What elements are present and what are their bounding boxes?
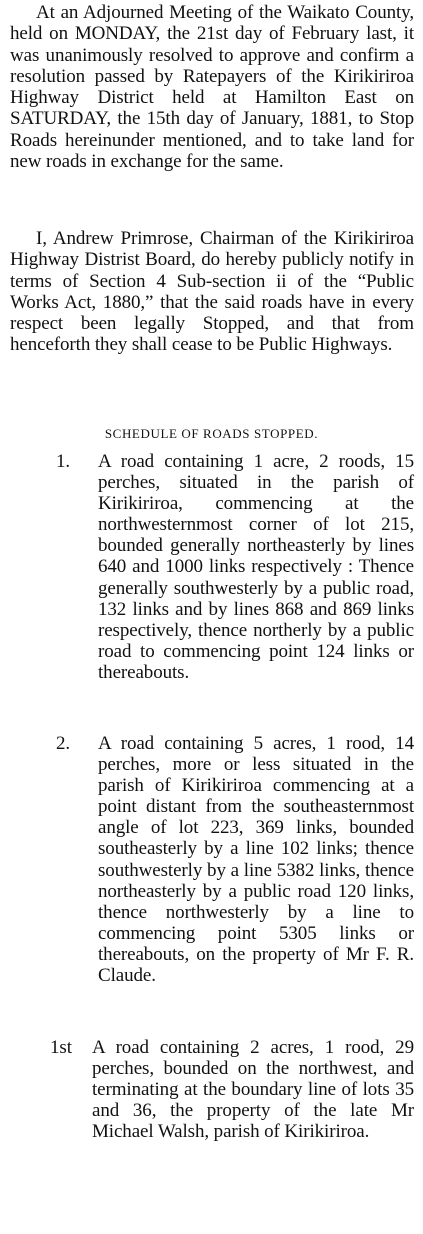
- schedule-heading: SCHEDULE OF ROADS STOPPED.: [104, 426, 319, 441]
- notice-paragraph-chairman: I, Andrew Primrose, Chairman of the Kirikiriroa Highway Distrist Board, do hereby publicly notify in terms of Section 4 Sub-section ii of the “Public Works Act, 1880,” that the said roads have in every respect been legally Stopped, and that from henceforth they shall cease to be Public Highways.: [10, 228, 414, 356]
- notice-paragraph-meeting: At an Adjourned Meeting of the Waikato County, held on MONDAY, the 21st day of February last, it was unanimously resolved to approve and confirm a resolution passed by Ratepayers of the Kirikiriroa Highway District held at Hamilton East on SATURDAY, the 15th day of January, 1881, to Stop Roads hereinunder mentioned, and to take land for new roads in exchange for the same.: [10, 2, 414, 173]
- schedule-item-number: 2.: [56, 733, 71, 754]
- schedule-item-number: 1.: [56, 451, 71, 472]
- schedule-item-2: [56, 733, 414, 986]
- schedule-item-3: [50, 1037, 414, 1142]
- schedule-item-1: [56, 451, 414, 683]
- schedule-item-number: 1st: [50, 1037, 72, 1058]
- schedule-item-text: A road containing 1 acre, 2 roods, 15 perches, situated in the parish of Kirikiriroa, commencing at the northwesternmost corner of lot 215, bounded generally northeasterly by lines 640 and 1000 links respectively : Thence generally southwesterly by a public road, 132 links and by lines 868 and 869 links respectively, thence northerly by a public road to commencing point 124 links or thereabouts.: [98, 451, 414, 683]
- schedule-item-text: A road containing 2 acres, 1 rood, 29 perches, bounded on the northwest, and terminating at the boundary line of lots 35 and 36, the property of the late Mr Michael Walsh, parish of Kirikiriroa.: [92, 1037, 414, 1143]
- schedule-item-text: A road containing 5 acres, 1 rood, 14 perches, more or less situated in the parish of Kirikiriroa commencing at a point distant from the southeasternmost angle of lot 223, 369 links, bounded southeasterly by a line 102 links; thence southwesterly by a line 5382 links, thence northeasterly by a public road 120 links, thence northwesterly by a line to commencing point 5305 links or thereabouts, on the property of Mr F. R. Claude.: [98, 733, 414, 987]
